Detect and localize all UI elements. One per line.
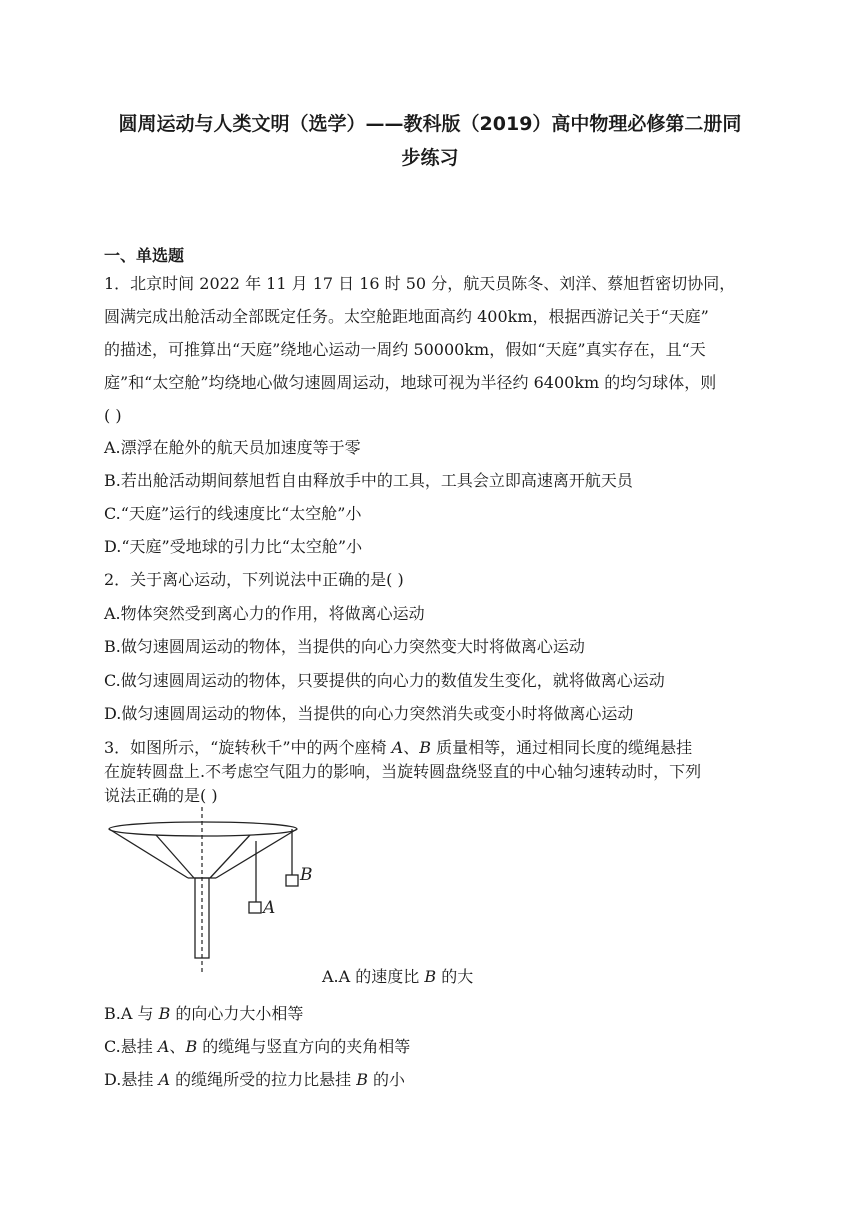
q3-stem-line-1 (104, 738, 692, 758)
q3-option-d-text: D.悬挂 (104, 1070, 159, 1089)
q2-option-d: D.做匀速圆周运动的物体，当提供的向心力突然消失或变小时将做离心运动 (104, 704, 634, 723)
q1-answer-bracket: ( ) (104, 406, 122, 425)
q3-option-d-text-post: 的小 (367, 1070, 406, 1089)
q1-stem-line-2: 圆满完成出舱活动全部既定任务。太空舱距地面高约 400km，根据西游记关于“天庭” (104, 307, 709, 326)
q2-option-c: C.做匀速圆周运动的物体，只要提供的向心力的数值发生变化，就将做离心运动 (104, 671, 665, 690)
q1-option-c: C.“天庭”运行的线速度比“太空舱”小 (104, 504, 362, 523)
q3-stem-text-post: 质量相等，通过相同长度的缆绳悬挂 (430, 738, 693, 757)
q3-option-c-text-post: 的缆绳与竖直方向的夹角相等 (197, 1037, 411, 1056)
q3-option-d-var-b: B (356, 1070, 368, 1089)
q2-stem: 2．关于离心运动，下列说法中正确的是( ) (104, 570, 404, 589)
figure-label-b: B (300, 865, 313, 885)
q3-option-a-text: A.A 的速度比 (322, 967, 425, 986)
q1-stem-line-1: 1．北京时间 2022 年 11 月 17 日 16 时 50 分，航天员陈冬、刘洋、蔡旭哲密切协同， (104, 274, 736, 293)
q3-option-b (104, 1004, 303, 1024)
q1-option-d: D.“天庭”受地球的引力比“太空舱”小 (104, 537, 363, 556)
q3-option-a-var: B (424, 967, 437, 986)
q1-stem-line-4: 庭”和“太空舱”均绕地心做匀速圆周运动，地球可视为半径约 6400km 的均匀球体，则 (104, 373, 717, 392)
document-title-line-1: 圆周运动与人类文明（选学）——教科版（2019）高中物理必修第二册同 (118, 113, 742, 135)
q3-option-c-sep: 、 (169, 1037, 186, 1056)
q3-stem-line-2: 在旋转圆盘上.不考虑空气阻力的影响，当旋转圆盘绕竖直的中心轴匀速转动时，下列 (104, 762, 702, 781)
q3-option-b-var: B (158, 1004, 171, 1023)
q3-stem-text: 3．如图所示，“旋转秋千”中的两个座椅 (104, 738, 392, 757)
q1-option-b: B.若出舱活动期间蔡旭哲自由释放手中的工具，工具会立即高速离开航天员 (104, 471, 633, 490)
seat-b (286, 875, 298, 886)
q2-option-b: B.做匀速圆周运动的物体，当提供的向心力突然变大时将做离心运动 (104, 637, 585, 656)
q3-sep: 、 (403, 738, 420, 757)
q3-option-b-text: B.A 与 (104, 1004, 159, 1023)
q3-option-a (322, 967, 473, 987)
q2-option-a: A.物体突然受到离心力的作用，将做离心运动 (104, 604, 425, 623)
figure-label-a: A (263, 898, 276, 918)
seat-a (249, 902, 261, 913)
disc-ellipse (109, 822, 297, 836)
q3-option-c-var-b: B (185, 1037, 198, 1056)
q3-option-d-text-mid: 的缆绳所受的拉力比悬挂 (170, 1070, 357, 1089)
q3-option-d (104, 1070, 405, 1090)
document-title-line-2: 步练习 (401, 147, 459, 169)
q3-option-b-text-post: 的向心力大小相等 (170, 1004, 304, 1023)
section-heading: 一、单选题 (104, 246, 185, 265)
q3-var-a: A (391, 738, 404, 757)
q3-var-b: B (419, 738, 431, 757)
q3-option-c (104, 1037, 410, 1057)
q3-option-c-text: C.悬挂 (104, 1037, 158, 1056)
q1-option-a: A.漂浮在舱外的航天员加速度等于零 (104, 438, 361, 457)
q3-stem-line-3: 说法正确的是( ) (104, 786, 218, 805)
q3-option-c-var-a: A (157, 1037, 170, 1056)
q3-option-d-var-a: A (158, 1070, 170, 1089)
q3-option-a-text-post: 的大 (436, 967, 474, 986)
rotating-swing-figure (100, 805, 340, 977)
q1-stem-line-3: 的描述，可推算出“天庭”绕地心运动一周约 50000km，假如“天庭”真实存在，且“天 (104, 340, 706, 359)
